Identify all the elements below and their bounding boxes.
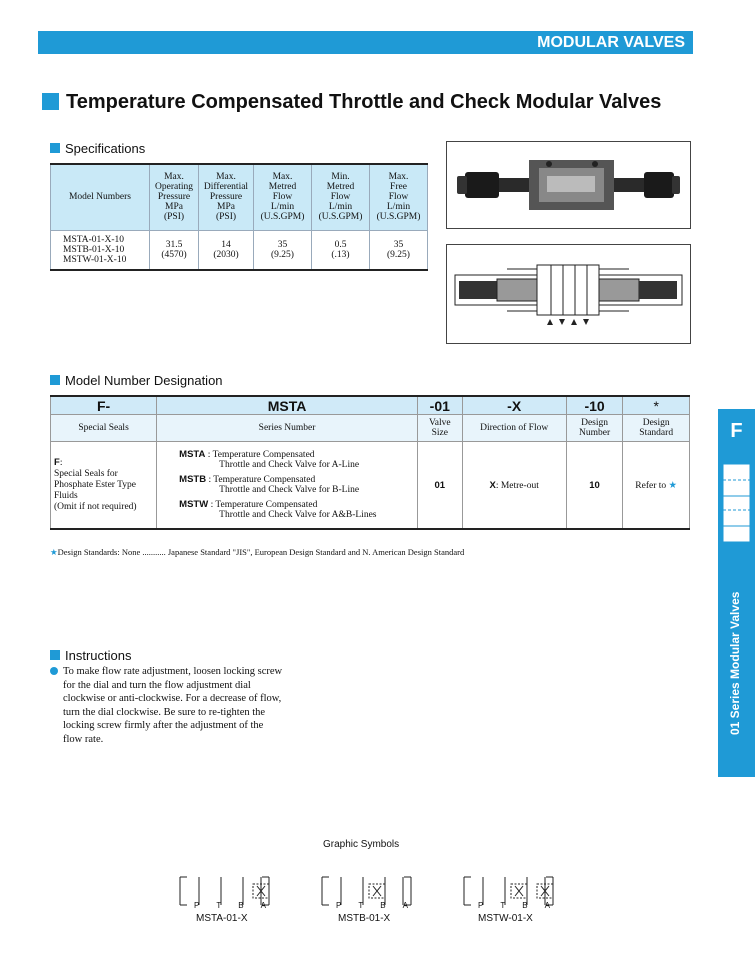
spec-value: 35 (9.25) xyxy=(370,230,428,270)
model-designation-heading: Model Number Designation xyxy=(50,373,223,388)
model-list: MSTA-01-X-10 MSTB-01-X-10 MSTW-01-X-10 xyxy=(51,230,150,270)
instructions-heading: Instructions xyxy=(50,648,131,663)
instruction-line: for the dial and turn the flow adjustment dial xyxy=(63,679,251,691)
body-row xyxy=(51,442,690,530)
bullet-icon xyxy=(50,667,58,675)
page-title-text: Temperature Compensated Throttle and Check Modular Valves xyxy=(66,91,662,113)
instruction-line: locking screw firmly after the adjustment of the xyxy=(63,720,264,731)
specifications-table xyxy=(50,163,428,271)
graphic-symbols-heading: Graphic Symbols xyxy=(323,839,400,850)
square-bullet-icon xyxy=(42,93,59,110)
design-standards-footnote: ★Design Standards: None ........... Japanese Standard "JIS", European Design Standard and N. American Design Standard xyxy=(50,547,465,557)
table-row xyxy=(51,230,428,270)
label-direction: Direction of Flow xyxy=(462,415,566,442)
spec-value: 0.5 (.13) xyxy=(312,230,370,270)
design-standard-cell: Refer to ★ xyxy=(623,442,690,530)
side-tab-letter: F xyxy=(730,420,743,442)
col-max-metred-flow: Max. Metred Flow L/min (U.S.GPM) xyxy=(254,164,312,230)
instruction-line: turn the dial clockwise. Be sure to re-tighten the xyxy=(63,706,266,718)
series-item: MSTA : Temperature Compensated Throttle and Check Valve for A-Line xyxy=(179,449,360,470)
code-row xyxy=(51,396,690,415)
valve-photo xyxy=(446,141,691,229)
code-design-number: -10 xyxy=(566,396,623,415)
instruction-line: clockwise or anti-clockwise. For a decrease of flow, xyxy=(63,693,282,704)
label-special-seals: Special Seals xyxy=(51,415,157,442)
series-item: MSTB : Temperature Compensated Throttle and Check Valve for B-Line xyxy=(179,474,360,495)
spec-value: 31.5 (4570) xyxy=(150,230,199,270)
cross-section-illustration xyxy=(447,245,690,343)
spec-value: 14 (2030) xyxy=(199,230,254,270)
label-row xyxy=(51,415,690,442)
label-valve-size: Valve Size xyxy=(417,415,462,442)
code-series: MSTA xyxy=(157,396,418,415)
label-design-standard: Design Standard xyxy=(623,415,690,442)
direction-cell: X: Metre-out xyxy=(462,442,566,530)
valve-photo-illustration xyxy=(447,142,690,228)
series-cell xyxy=(157,442,418,530)
col-model-numbers: Model Numbers xyxy=(51,164,150,230)
symbol-msta xyxy=(177,873,272,918)
model-designation-table xyxy=(50,395,690,530)
instructions-body xyxy=(50,665,350,746)
star-icon: ★ xyxy=(668,480,678,491)
code-size: -01 xyxy=(417,396,462,415)
star-icon: ★ xyxy=(50,547,58,557)
seals-cell: F: Special Seals for Phosphate Ester Type Fluids (Omit if not required) xyxy=(51,442,157,530)
label-design-number: Design Number xyxy=(566,415,623,442)
port-labels: P T B A xyxy=(336,901,408,910)
instruction-line: To make flow rate adjustment, loosen locking screw xyxy=(63,666,283,677)
label-series-number: Series Number xyxy=(157,415,418,442)
side-tab-valve-icon xyxy=(721,462,752,544)
instruction-line: flow rate. xyxy=(63,733,104,745)
code-design-standard: * xyxy=(623,396,690,415)
specifications-heading: Specifications xyxy=(50,141,145,156)
square-bullet-icon xyxy=(50,650,60,660)
port-labels: P T B A xyxy=(194,901,266,910)
side-tab-text: 01 Series Modular Valves xyxy=(728,591,742,735)
design-number-value: 10 xyxy=(566,442,623,530)
col-min-metred-flow: Min. Metred Flow L/min (U.S.GPM) xyxy=(312,164,370,230)
valve-size-value: 01 xyxy=(417,442,462,530)
col-max-free-flow: Max. Free Flow L/min (U.S.GPM) xyxy=(370,164,428,230)
col-max-operating-pressure: Max. Operating Pressure MPa (PSI) xyxy=(150,164,199,230)
header-band: MODULAR VALVES xyxy=(38,31,693,54)
symbol-label-mstw: MSTW-01-X xyxy=(478,913,533,924)
page-title xyxy=(42,91,661,114)
port-labels: P T B A xyxy=(478,901,550,910)
symbol-label-msta: MSTA-01-X xyxy=(196,913,248,924)
series-item: MSTW : Temperature Compensated Throttle and Check Valve for A&B-Lines xyxy=(179,499,377,520)
square-bullet-icon xyxy=(50,375,60,385)
col-max-differential-pressure: Max. Differential Pressure MPa (PSI) xyxy=(199,164,254,230)
symbol-mstw xyxy=(461,873,556,918)
code-direction: -X xyxy=(462,396,566,415)
square-bullet-icon xyxy=(50,143,60,153)
symbol-mstb xyxy=(319,873,414,918)
cross-section-drawing xyxy=(446,244,691,344)
code-f: F- xyxy=(51,396,157,415)
symbol-label-mstb: MSTB-01-X xyxy=(338,913,391,924)
spec-value: 35 (9.25) xyxy=(254,230,312,270)
